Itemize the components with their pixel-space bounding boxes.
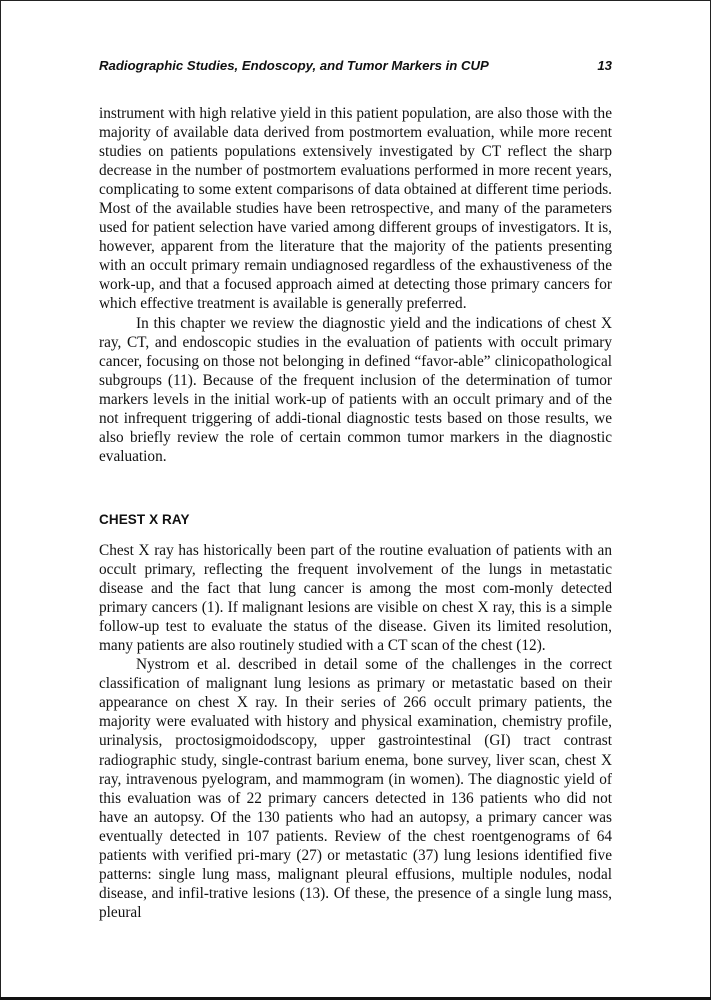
running-head-title: Radiographic Studies, Endoscopy, and Tumor Markers in CUP: [99, 58, 489, 73]
intro-paragraph-2: In this chapter we review the diagnostic yield and the indications of chest X ray, CT, and endoscopic studies in the evaluation of patients with occult primary cancer, focusing on those not belonging in defined “favor-able” clinicopathological subgroups (11). Because of the frequent inclusion of the determination of tumor markers levels in the initial work-up of patients with an occult primary and of the not infrequent triggering of addi-tional diagnostic tests based on those results, we also briefly review the role of certain common tumor markers in the diagnostic evaluation.: [99, 314, 612, 465]
page-number: 13: [597, 58, 612, 73]
intro-text: [99, 104, 612, 466]
running-head: [99, 58, 612, 78]
chest-x-ray-paragraph-2: Nystrom et al. described in detail some of the challenges in the correct classification of malignant lung lesions as primary or metastatic based on their appearance on chest X ray. In their series of 266 occult primary patients, the majority were evaluated with history and physical examination, chemistry profile, urinalysis, proctosigmoidodscopy, upper gastrointestinal (GI) tract contrast radiographic study, single-contrast barium enema, bone survey, liver scan, chest X ray, intravenous pyelogram, and mammogram (in women). The diagnostic yield of this evaluation was of 22 primary cancers detected in 136 patients who did not have an autopsy. Of the 130 patients who had an autopsy, a primary cancer was eventually detected in 107 patients. Review of the chest roentgenograms of 64 patients with verified pri-mary (27) or metastatic (37) lung lesions identified five patterns: single lung mass, malignant pleural effusions, multiple nodules, nodal disease, and infil-trative lesions (13). Of these, the presence of a single lung mass, pleural: [99, 656, 612, 921]
chest-x-ray-text: [99, 541, 612, 922]
chest-x-ray-paragraph-1: Chest X ray has historically been part of the routine evaluation of patients with an occult primary, reflecting the frequent involvement of the lungs in metastatic disease and the fact that lung cancer is among the most com-monly detected primary cancers (1). If malignant lesions are visible on chest X ray, this is a simple follow-up test to evaluate the status of the disease. Given its limited resolution, many patients are also routinely studied with a CT scan of the chest (12).: [99, 542, 612, 655]
section-heading-chest-x-ray: CHEST X RAY: [99, 512, 190, 527]
intro-paragraph-1: instrument with high relative yield in this patient population, are also those with the majority of available data derived from postmortem evaluation, while more recent studies on patients populations extensively investigated by CT reflect the sharp decrease in the number of postmortem evaluations performed in more recent years, complicating to some extent comparisons of data obtained at different time periods. Most of the available studies have been retrospective, and many of the parameters used for patient selection have varied among different groups of investigators. It is, however, apparent from the literature that the majority of the patients presenting with an occult primary remain undiagnosed regardless of the exhaustiveness of the work-up, and that a focused approach aimed at detecting those primary cancers for which effective treatment is available is generally preferred.: [99, 105, 612, 313]
